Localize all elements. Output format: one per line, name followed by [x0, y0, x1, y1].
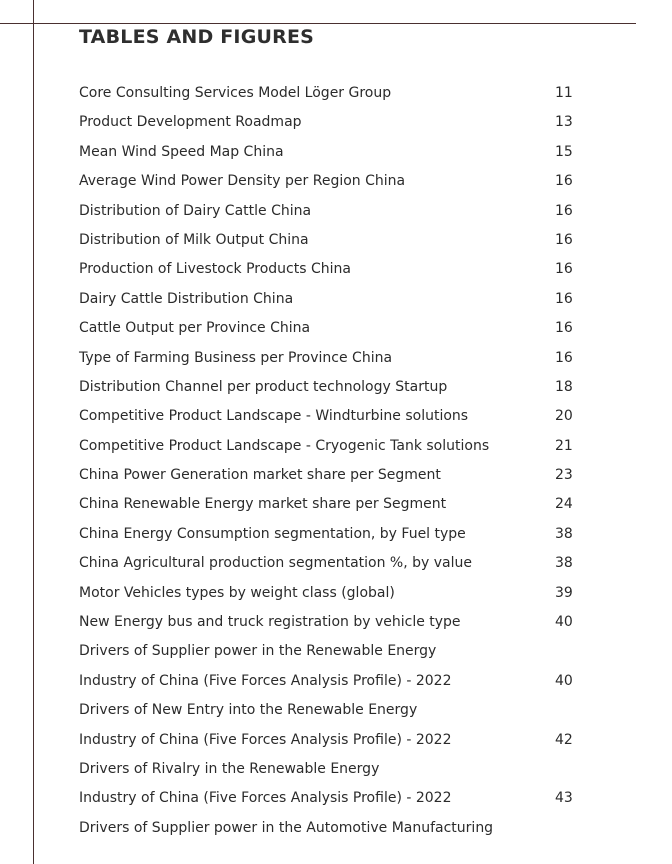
- list-item: [79, 461, 599, 490]
- list-item: [79, 138, 599, 167]
- entry-title: China Agricultural production segmentation %, by value: [79, 555, 472, 572]
- entry-page: 23: [555, 467, 573, 484]
- entry-page: 42: [555, 731, 573, 748]
- vertical-margin-rule: [33, 0, 34, 864]
- list-item: [79, 755, 599, 784]
- list-item: [79, 579, 599, 608]
- entry-page: 38: [555, 525, 573, 542]
- list-item: [79, 726, 599, 755]
- entry-title: Product Development Roadmap: [79, 114, 302, 131]
- entry-title: Industry of China (Five Forces Analysis Profile) - 2022: [79, 790, 452, 807]
- entry-title: Motor Vehicles types by weight class (global): [79, 584, 395, 601]
- entry-title: China Power Generation market share per Segment: [79, 467, 441, 484]
- header-rule: [0, 23, 636, 24]
- entry-title: Mean Wind Speed Map China: [79, 143, 284, 160]
- entry-title: Industry of China (Five Forces Analysis Profile) - 2022: [79, 672, 452, 689]
- list-item: [79, 696, 599, 725]
- entry-title: China Renewable Energy market share per Segment: [79, 496, 447, 513]
- list-item: [79, 197, 599, 226]
- entry-page: 20: [555, 408, 573, 425]
- entry-title: Drivers of Supplier power in the Renewable Energy: [79, 643, 437, 660]
- list-item: [79, 432, 599, 461]
- entry-title: Type of Farming Business per Province China: [79, 349, 393, 366]
- entry-page: 13: [555, 114, 573, 131]
- list-item: [79, 814, 599, 843]
- page-title: TABLES AND FIGURES: [79, 26, 315, 48]
- list-item: [79, 402, 599, 431]
- list-item: [79, 285, 599, 314]
- entry-page: 16: [555, 202, 573, 219]
- list-item: [79, 167, 599, 196]
- list-item: [79, 608, 599, 637]
- entry-title: Industry of China (Five Forces Analysis Profile) - 2022: [79, 731, 452, 748]
- entry-page: 18: [555, 378, 573, 395]
- figures-list: [79, 79, 599, 843]
- entry-title: Average Wind Power Density per Region China: [79, 173, 406, 190]
- list-item: [79, 344, 599, 373]
- list-item: [79, 549, 599, 578]
- list-item: [79, 520, 599, 549]
- entry-page: 16: [555, 349, 573, 366]
- entry-title: Distribution of Milk Output China: [79, 231, 309, 248]
- list-item: [79, 314, 599, 343]
- list-item: [79, 637, 599, 666]
- entry-page: 16: [555, 173, 573, 190]
- entry-title: Production of Livestock Products China: [79, 261, 351, 278]
- entry-title: Core Consulting Services Model Löger Group: [79, 85, 392, 101]
- entry-page: 43: [555, 790, 573, 807]
- entry-title: Distribution of Dairy Cattle China: [79, 202, 312, 219]
- list-item: [79, 490, 599, 519]
- list-item: [79, 373, 599, 402]
- entry-page: 11: [555, 85, 573, 101]
- entry-title: Drivers of New Entry into the Renewable Energy: [79, 702, 418, 719]
- list-item: [79, 784, 599, 813]
- entry-page: 24: [555, 496, 573, 513]
- entry-title: Competitive Product Landscape - Cryogenic Tank solutions: [79, 437, 490, 454]
- entry-title: China Energy Consumption segmentation, by Fuel type: [79, 525, 466, 542]
- list-item: [79, 108, 599, 137]
- entry-title: Dairy Cattle Distribution China: [79, 290, 294, 307]
- entry-title: New Energy bus and truck registration by vehicle type: [79, 614, 461, 631]
- entry-page: 40: [555, 614, 573, 631]
- entry-page: 16: [555, 261, 573, 278]
- entry-page: 21: [555, 437, 573, 454]
- list-item: [79, 79, 599, 108]
- entry-page: 40: [555, 672, 573, 689]
- entry-page: 16: [555, 320, 573, 337]
- entry-title: Drivers of Supplier power in the Automotive Manufacturing: [79, 819, 494, 836]
- entry-page: 16: [555, 290, 573, 307]
- list-item: [79, 255, 599, 284]
- list-item: [79, 667, 599, 696]
- entry-title: Drivers of Rivalry in the Renewable Energy: [79, 760, 380, 777]
- entry-title: Distribution Channel per product technology Startup: [79, 378, 448, 395]
- entry-page: 16: [555, 231, 573, 248]
- entry-page: 39: [555, 584, 573, 601]
- entry-page: 15: [555, 143, 573, 160]
- list-item: [79, 226, 599, 255]
- entry-title: Competitive Product Landscape - Windturbine solutions: [79, 408, 469, 425]
- entry-title: Cattle Output per Province China: [79, 320, 311, 337]
- entry-page: 38: [555, 555, 573, 572]
